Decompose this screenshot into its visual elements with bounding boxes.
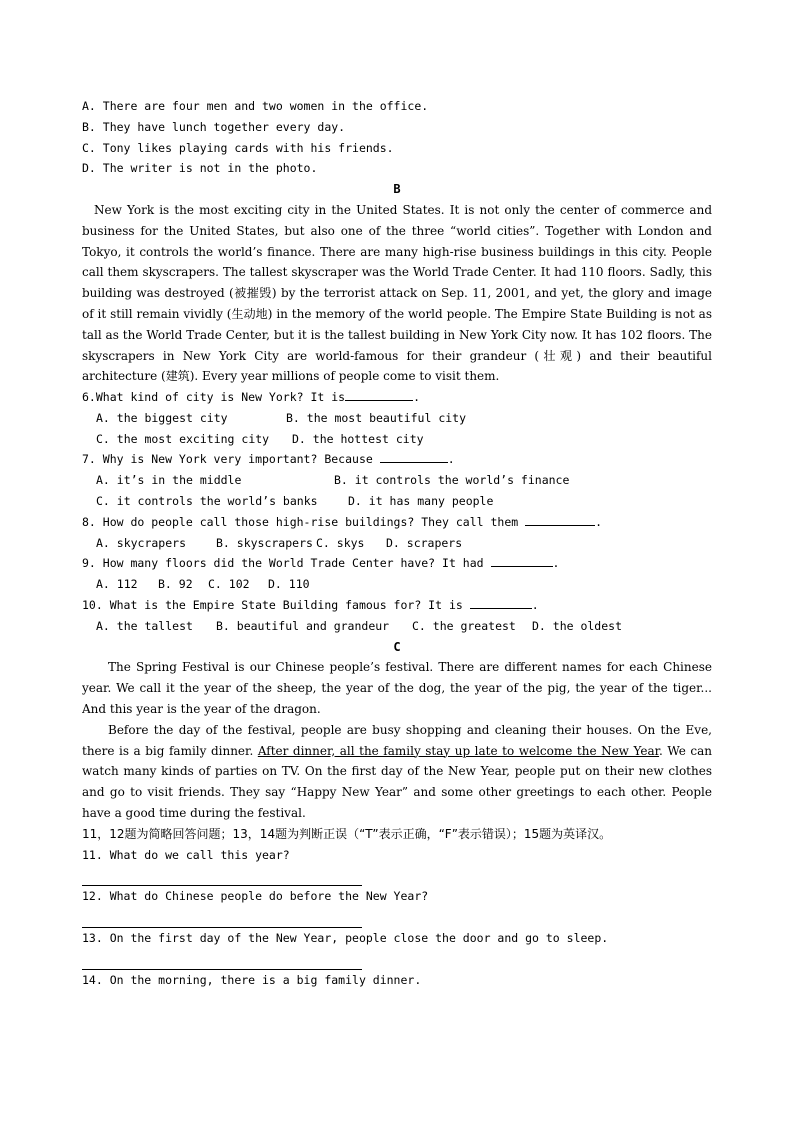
question-9-tail: .	[552, 556, 560, 571]
answer-blank	[525, 513, 595, 526]
q6-option-a: A. the biggest city	[96, 410, 228, 425]
question-7-tail: .	[447, 452, 455, 467]
question-6-tail: .	[413, 389, 421, 404]
question-8-options	[82, 533, 712, 554]
question-8	[82, 512, 712, 533]
q10-option-a: A. the tallest	[96, 618, 193, 633]
question-9-options	[82, 574, 712, 595]
underlined-sentence: After dinner, all the family stay up late to welcome the New Year	[257, 743, 660, 758]
worksheet-page	[82, 96, 712, 991]
question-7-options-row2	[82, 491, 712, 512]
section-c-paragraph-1: The Spring Festival is our Chinese people’s festival. There are different names for each Chinese year. We call it the year of the sheep, the year of the dog, the year of the pig, the year of the tiger... And this year is the year of the dragon.	[82, 660, 712, 716]
q9-option-b: B. 92	[158, 577, 193, 592]
question-6	[82, 387, 712, 408]
answer-line-11[interactable]	[82, 865, 362, 886]
section-b-heading: B	[393, 182, 401, 197]
question-6-stem: 6.What kind of city is New York? It is	[82, 389, 346, 404]
question-7-options-row1	[82, 470, 712, 491]
answer-line-13[interactable]	[82, 949, 362, 970]
question-8-stem: 8. How do people call those high-rise buildings? They call them	[82, 514, 519, 529]
q8-option-b: B. skyscrapers	[216, 535, 313, 550]
q6-option-d: D. the hottest city	[292, 431, 424, 446]
question-7-stem: 7. Why is New York very important? Because	[82, 452, 373, 467]
q8-option-a: A. skycrapers	[96, 535, 187, 550]
answer-blank	[345, 388, 413, 401]
question-14: 14. On the morning, there is a big family dinner.	[82, 972, 422, 987]
q9-option-a: A. 112	[96, 577, 138, 592]
q7-option-b: B. it controls the world’s finance	[334, 473, 570, 488]
q8-option-d: D. scrapers	[386, 535, 463, 550]
q7-option-c: C. it controls the world’s banks	[96, 493, 318, 508]
q10-option-b: B. beautiful and grandeur	[216, 618, 390, 633]
paragraph-2-rest: . We can watch many kinds of parties on TV. On the first day of the New Year, people put on their new clothes and go to visit friends. They say “Happy New Year” and some other greetings to each other. People have a good time during the festival.	[82, 743, 712, 820]
question-9	[82, 553, 712, 574]
q6-option-b: B. the most beautiful city	[286, 410, 467, 425]
question-10	[82, 595, 712, 616]
q9-option-c: C. 102	[208, 577, 250, 592]
q9-option-d: D. 110	[268, 577, 310, 592]
option-a: A. There are four men and two women in the office.	[82, 99, 429, 113]
option-b: B. They have lunch together every day.	[82, 119, 346, 134]
question-12: 12. What do Chinese people do before the New Year?	[82, 889, 429, 904]
answer-line-12[interactable]	[82, 907, 362, 928]
question-11: 11. What do we call this year?	[82, 847, 290, 862]
q8-option-c: C. skys	[316, 535, 365, 550]
question-10-tail: .	[531, 597, 539, 612]
paragraph-2-intro: Before the day of the festival, people are busy shopping and cleaning their houses. On the Eve, there is a big family dinner.	[82, 722, 712, 758]
question-13: 13. On the first day of the New Year, people close the door and go to sleep.	[82, 931, 609, 946]
question-9-stem: 9. How many floors did the World Trade Center have? It had	[82, 556, 484, 571]
section-b-passage: New York is the most exciting city in the United States. It is not only the center of commerce and business for the United States, but also one of the three “world cities”. Together with London and Tokyo, it controls the world’s finance. There are many high-rise business buildings in this city. People call them skyscrapers. The tallest skyscraper was the World Trade Center. It had 110 floors. Sadly, this building was destroyed (被摧毁) by the terrorist attack on Sep. 11, 2001, and yet, the glory and image of it still remain vividly (生动地) in the memory of the world people. The Empire State Building is not as tall as the World Trade Center, but it is the tallest building in New York City now. It has 102 floors. The skyscrapers in New York City are world-famous for their grandeur (壮观) and their beautiful architecture (建筑). Every year millions of people come to visit them.	[82, 202, 712, 384]
question-10-options	[82, 616, 712, 637]
question-8-tail: .	[595, 514, 603, 529]
q7-option-d: D. it has many people	[348, 493, 494, 508]
question-7	[82, 449, 712, 470]
question-6-options-row1	[82, 408, 712, 429]
section-c-heading: C	[393, 639, 401, 654]
answer-blank	[380, 450, 448, 463]
q10-option-c: C. the greatest	[412, 618, 516, 633]
question-10-stem: 10. What is the Empire State Building famous for? It is	[82, 597, 463, 612]
option-d: D. The writer is not in the photo.	[82, 161, 318, 176]
question-6-options-row2	[82, 429, 712, 450]
q10-option-d: D. the oldest	[532, 618, 623, 633]
section-c-paragraph-2	[82, 720, 712, 824]
section-a-options	[82, 96, 712, 179]
q7-option-a: A. it’s in the middle	[96, 473, 242, 488]
answer-blank	[491, 554, 553, 567]
section-c-instructions: 11，12题为简略回答问题；13，14题为判断正误（“T”表示正确，“F”表示错误）；15题为英译汉。	[82, 826, 612, 841]
q6-option-c: C. the most exciting city	[96, 431, 270, 446]
answer-blank	[470, 596, 532, 609]
option-c: C. Tony likes playing cards with his friends.	[82, 140, 394, 155]
